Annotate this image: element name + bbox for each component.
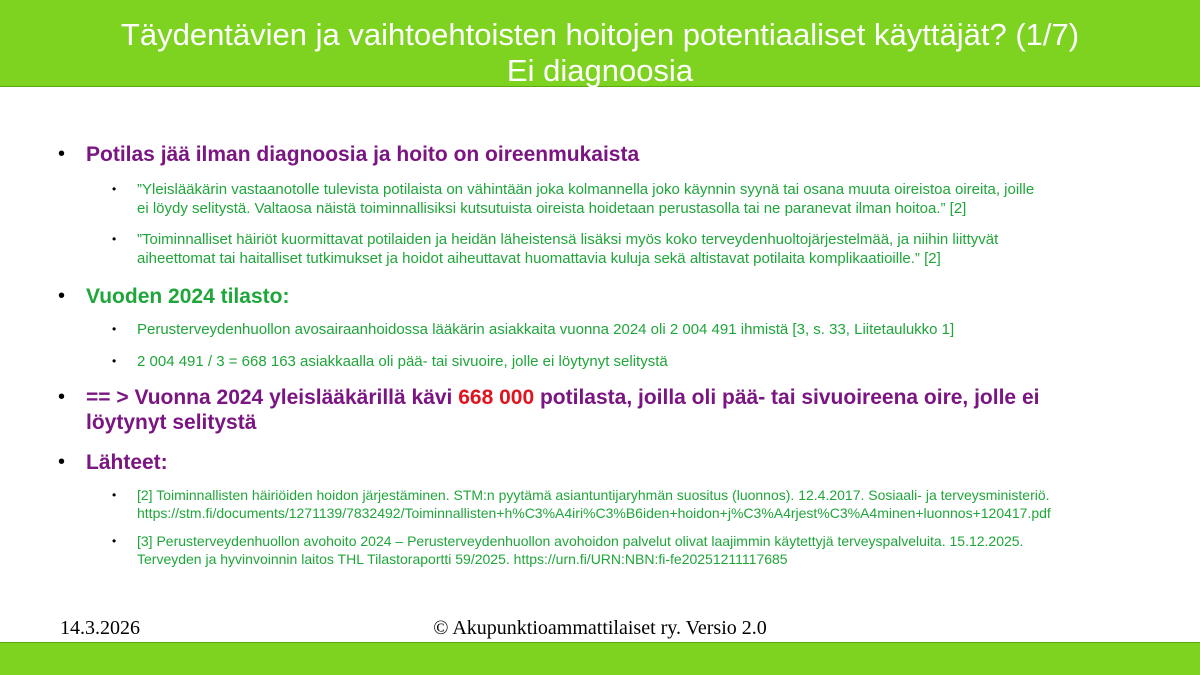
reference-item: • [2] Toiminnallisten häiriöiden hoidon järjestäminen. STM:n pyytämä asiantuntijaryhmän suositus (luonnos). 12.4.2017. Sosiaali- ja terveysministeriö. https://stm.fi/documents/1271139/7832492/Toiminnallisten+h%C3%A4iri%C3%B6iden+hoidon+j%C3%A4rjest%C3%A4minen+luonnos+120417.pdf: [112, 487, 1051, 521]
highlight-number: 668 000: [458, 386, 535, 409]
footer-bar: [0, 642, 1200, 675]
reference-link[interactable]: Terveyden ja hyvinvoinnin laitos THL Tilastoraportti 59/2025. https://urn.fi/URN:NBN:fi-fe20251211117685: [137, 551, 788, 567]
reference-link[interactable]: https://stm.fi/documents/1271139/7832492/Toiminnallisten+h%C3%A4iri%C3%B6iden+hoidon+j%C3%A4rjest%C3%A4minen+luonnos+120417.pdf: [137, 505, 1051, 521]
bullet-heading-sources: • Lähteet:: [58, 451, 168, 474]
quote-item: • ”Yleislääkärin vastaanotolle tulevista potilaista on vähintään joka kolmannella joko käynnin syynä tai osana muuta oireistoa oireita, joille ei löydy selitystä. Valtaosa näistä toiminnallisiksi kutsutuista oireista hoidetaan perustasolla tai ne paranevat ilman hoitoa.” [2]: [112, 181, 1035, 217]
bullet-dot-icon: •: [58, 143, 66, 165]
bullet-dot-icon: •: [112, 354, 117, 368]
bullet-dot-icon: •: [58, 386, 66, 408]
bullet-dot-icon: •: [112, 322, 117, 336]
quote-item: • ”Toiminnalliset häiriöt kuormittavat potilaiden ja heidän läheistensä lisäksi myös koko terveydenhuoltojärjestelmää, ja niihin liittyvät aiheettomat tai haitalliset tutkimukset ja hoidot aiheuttavat huomattavia kuluja sekä altistavat potilaita komplikaatioille.” [2]: [112, 231, 999, 267]
bullet-dot-icon: •: [112, 534, 117, 548]
reference-item: • [3] Perusterveydenhuollon avohoito 2024 – Perusterveydenhuollon avohoidon palvelut olivat laajimmin käytettyjä terveyspalveluita. 15.12.2025. Terveyden ja hyvinvoinnin laitos THL Tilastoraportti 59/2025. https://urn.fi/URN:NBN:fi-fe20251211117685: [112, 533, 1024, 567]
bullet-heading-statistics: • Vuoden 2024 tilasto:: [58, 285, 290, 308]
bullet-dot-icon: •: [112, 182, 117, 196]
bullet-dot-icon: •: [58, 285, 66, 307]
bullet-heading-diagnosis: • Potilas jää ilman diagnoosia ja hoito on oireenmukaista: [58, 143, 640, 166]
statistic-item: • 2 004 491 / 3 = 668 163 asiakkaalla oli pää- tai sivuoire, jolle ei löytynyt selitystä: [112, 353, 668, 370]
bullet-dot-icon: •: [58, 451, 66, 473]
bullet-conclusion: • == > Vuonna 2024 yleislääkärillä kävi 668 000 potilasta, joilla oli pää- tai sivuoireena oire, jolle ei löytynyt selitystä: [58, 386, 1040, 434]
bullet-dot-icon: •: [112, 488, 117, 502]
slide-subtitle: Ei diagnoosia: [506, 53, 694, 88]
slide-title: Täydentävien ja vaihtoehtoisten hoitojen potentiaaliset käyttäjät? (1/7): [120, 17, 1080, 52]
bullet-dot-icon: •: [112, 232, 117, 246]
statistic-item: • Perusterveydenhuollon avosairaanhoidossa lääkärin asiakkaita vuonna 2024 oli 2 004 491 ihmistä [3, s. 33, Liitetaulukko 1]: [112, 321, 955, 338]
footer-copyright: © Akupunktioammattilaiset ry. Versio 2.0: [433, 617, 767, 639]
footer-date: 14.3.2026: [60, 617, 140, 639]
header-bar: [0, 0, 1200, 87]
